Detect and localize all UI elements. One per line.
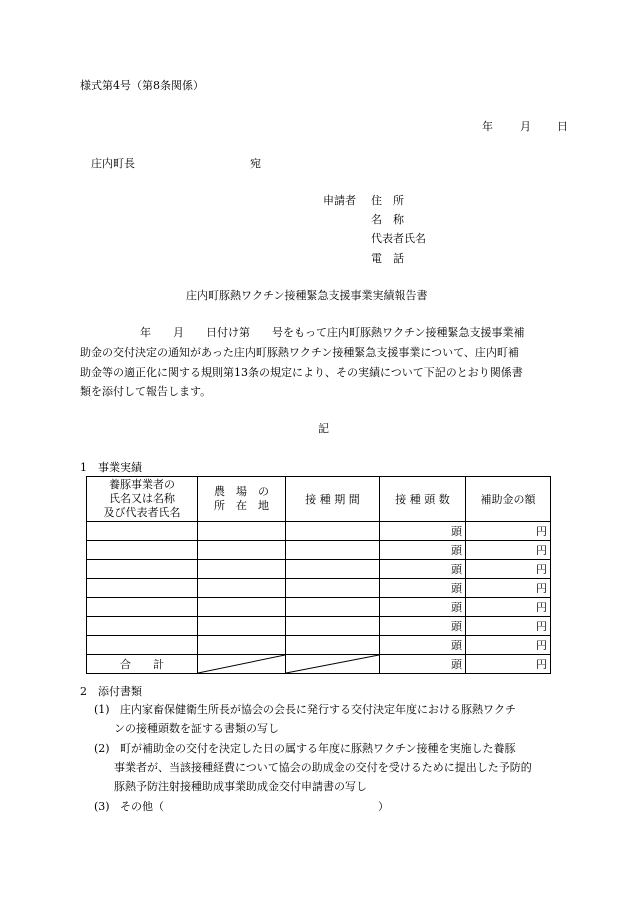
table-row bbox=[87, 541, 551, 560]
yen-unit: 円 bbox=[466, 617, 551, 636]
header-count: 接 種 頭 数 bbox=[380, 477, 466, 522]
table-row bbox=[87, 560, 551, 579]
head-unit: 頭 bbox=[380, 560, 466, 579]
section-1-heading: 1 事業実績 bbox=[80, 461, 142, 474]
table-row bbox=[87, 522, 551, 541]
section-2-heading: 2 添付書類 bbox=[80, 685, 142, 698]
body-line-4: 類を添付して報告します。 bbox=[80, 385, 212, 398]
applicant-address: 住 所 bbox=[371, 194, 404, 207]
attachment-2: (2) 町が補助金の交付を決定した日の属する年度に豚熱ワクチン接種を実施した養豚 事業者が、当該接種経費について協会の助成金の交付を受けるために提出した予防的 豚熱予防注射接種助成事業助成金交付申請書の写し bbox=[94, 739, 574, 796]
attachment-3-number: (3) bbox=[94, 800, 110, 813]
attachment-3-text: その他（ bbox=[120, 800, 164, 813]
diagonal-line bbox=[198, 655, 285, 673]
applicant-label: 申請者 bbox=[323, 194, 356, 207]
body-line-3: 助金等の適正化に関する規則第13条の規定により、その実績について下記のとおり関係書 bbox=[80, 366, 523, 379]
attachment-1-number: (1) bbox=[94, 703, 110, 716]
addressee-suffix: 宛 bbox=[250, 157, 261, 170]
form-number: 様式第4号（第8条関係） bbox=[80, 79, 204, 92]
head-unit: 頭 bbox=[380, 636, 466, 655]
head-unit: 頭 bbox=[380, 522, 466, 541]
yen-unit: 円 bbox=[466, 655, 551, 674]
yen-unit: 円 bbox=[466, 636, 551, 655]
attachment-1: (1) 庄内家畜保健衛生所長が協会の会長に発行する交付決定年度における豚熱ワクチ ンの接種頭数を証する書類の写し bbox=[94, 700, 574, 738]
diagonal-line bbox=[286, 655, 379, 673]
body-line-1: 年 月 日付け第 号をもって庄内町豚熱ワクチン接種緊急支援事業補 bbox=[140, 326, 525, 339]
yen-unit: 円 bbox=[466, 560, 551, 579]
head-unit: 頭 bbox=[380, 655, 466, 674]
ki-heading: 記 bbox=[318, 422, 329, 435]
yen-unit: 円 bbox=[466, 522, 551, 541]
business-record-table bbox=[86, 476, 551, 674]
document-title: 庄内町豚熱ワクチン接種緊急支援事業実績報告書 bbox=[186, 289, 428, 302]
head-unit: 頭 bbox=[380, 598, 466, 617]
head-unit: 頭 bbox=[380, 541, 466, 560]
header-period: 接 種 期 間 bbox=[286, 477, 380, 522]
diagonal-cell bbox=[198, 655, 286, 674]
date-month: 月 bbox=[520, 120, 531, 133]
applicant-phone: 電 話 bbox=[371, 252, 404, 265]
date-year: 年 bbox=[482, 120, 493, 133]
yen-unit: 円 bbox=[466, 541, 551, 560]
yen-unit: 円 bbox=[466, 579, 551, 598]
table-row bbox=[87, 617, 551, 636]
table-row bbox=[87, 579, 551, 598]
table-row bbox=[87, 598, 551, 617]
head-unit: 頭 bbox=[380, 579, 466, 598]
table-header-row bbox=[87, 477, 551, 522]
attachment-3-close: ） bbox=[378, 800, 389, 813]
head-unit: 頭 bbox=[380, 617, 466, 636]
table-total-row bbox=[87, 655, 551, 674]
attachment-2-number: (2) bbox=[94, 742, 110, 755]
date-day: 日 bbox=[557, 120, 568, 133]
header-farm-location: 農 場 の 所 在 地 bbox=[198, 477, 286, 522]
body-line-2: 助金の交付決定の通知があった庄内町豚熱ワクチン接種緊急支援事業について、庄内町補 bbox=[80, 346, 519, 359]
total-label: 合 計 bbox=[87, 655, 198, 674]
diagonal-cell bbox=[286, 655, 380, 674]
applicant-representative: 代表者氏名 bbox=[371, 232, 426, 245]
yen-unit: 円 bbox=[466, 598, 551, 617]
header-farmer: 養豚事業者の 氏名又は名称 及び代表者氏名 bbox=[87, 477, 198, 522]
addressee-name: 庄内町長 bbox=[91, 157, 135, 170]
applicant-name: 名 称 bbox=[371, 213, 404, 226]
header-subsidy: 補助金の額 bbox=[466, 477, 551, 522]
table-row bbox=[87, 636, 551, 655]
